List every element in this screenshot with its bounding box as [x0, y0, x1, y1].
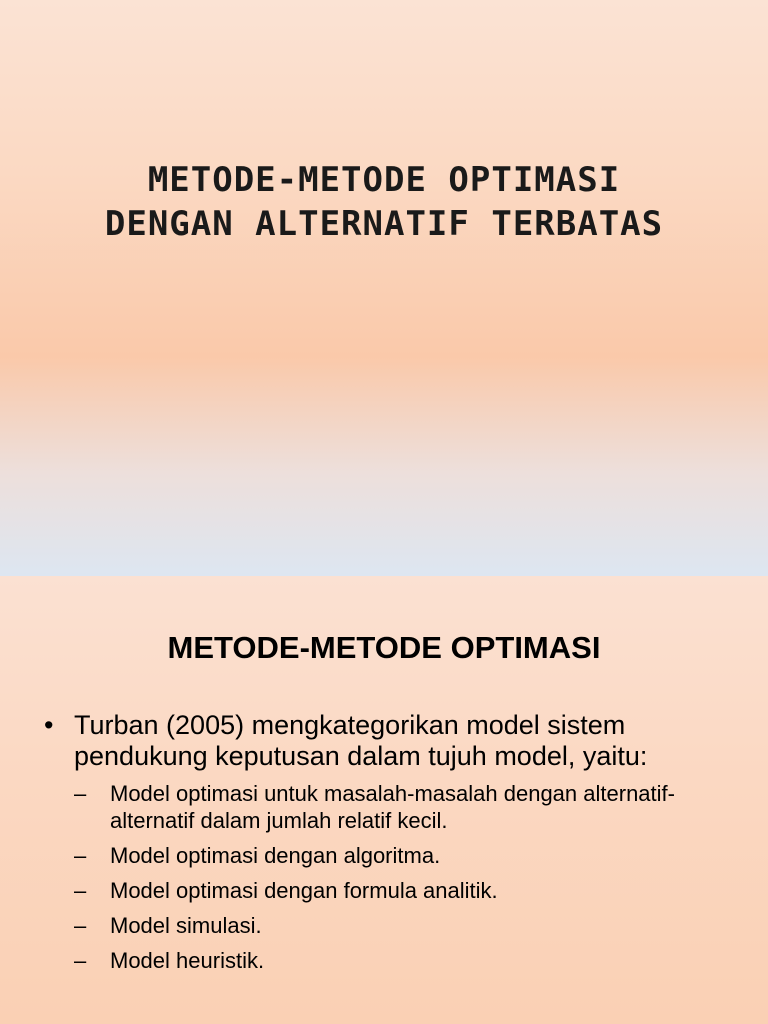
dash-marker: –	[74, 843, 87, 868]
title-slide-heading	[0, 158, 768, 246]
bullet-text: Turban (2005) mengkategorikan model sistem pendukung keputusan dalam tujuh model, yaitu:	[74, 710, 648, 771]
content-slide-heading: METODE-METODE OPTIMASI	[167, 630, 601, 665]
dash-marker: –	[74, 781, 87, 806]
sub-list-item	[74, 947, 734, 974]
dash-marker: –	[74, 948, 87, 973]
sub-list-item	[74, 912, 734, 939]
sub-list-item	[74, 842, 734, 869]
sub-list-item	[74, 877, 734, 904]
bullet-item	[44, 710, 734, 772]
sub-item-text: Model heuristik.	[110, 948, 265, 973]
sub-item-text: Model simulasi.	[110, 913, 262, 938]
sub-list-item	[74, 780, 734, 834]
dash-marker: –	[74, 913, 87, 938]
title-line-1: METODE-METODE OPTIMASI	[147, 160, 621, 200]
sub-item-text: Model optimasi dengan algoritma.	[110, 843, 441, 868]
sub-item-text: Model optimasi untuk masalah-masalah dengan alternatif-alternatif dalam jumlah relatif kecil.	[110, 781, 675, 833]
bullet-marker: •	[44, 710, 54, 740]
sub-list	[44, 780, 734, 974]
content-body	[44, 710, 734, 982]
title-line-2: DENGAN ALTERNATIF TERBATAS	[104, 204, 664, 244]
dash-marker: –	[74, 878, 87, 903]
sub-item-text: Model optimasi dengan formula analitik.	[110, 878, 498, 903]
